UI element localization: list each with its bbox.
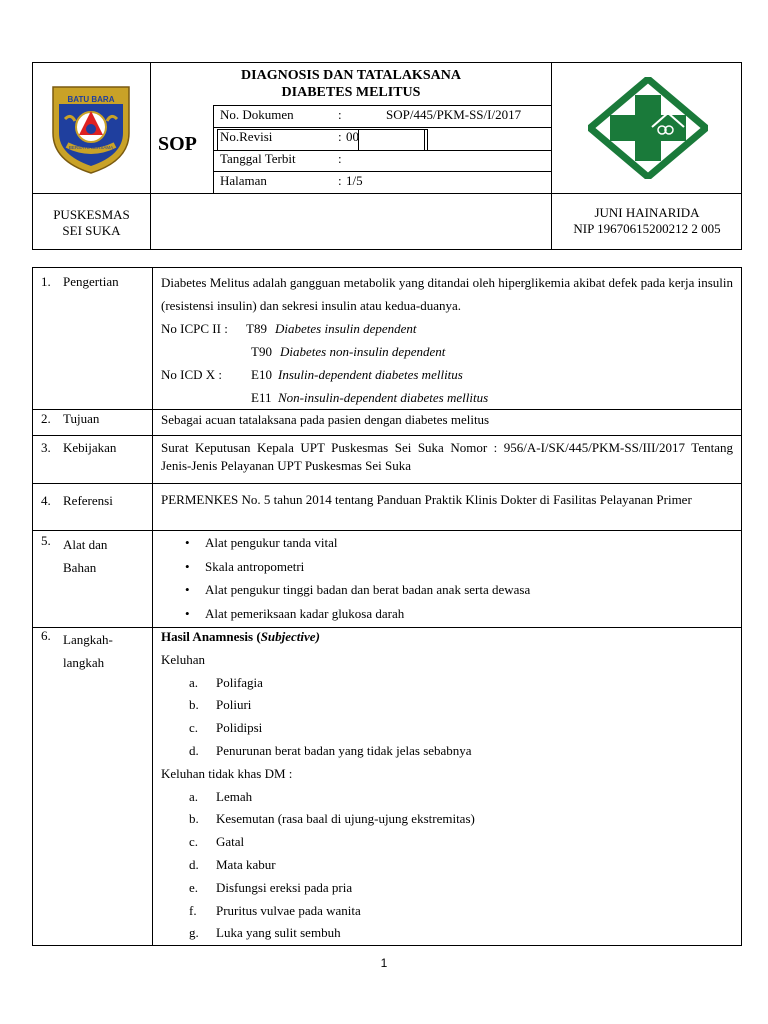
tidak-khas-item [161,854,733,877]
sop-label: SOP [158,133,197,155]
row-label-kebijakan: Kebijakan [63,440,117,455]
label-line: Alat dan [63,537,108,552]
icd-code: E10 [251,367,272,382]
doc-field-no-dokumen-value: SOP/445/PKM-SS/I/2017 [386,107,522,122]
icd-line [161,363,733,386]
icd-desc: Non-insulin-dependent diabetes mellitus [278,390,489,405]
row-number: 5. [41,533,51,548]
heading-italic: Subjective) [260,629,320,644]
icpc-line [161,340,733,363]
doc-field-sep: : [338,173,342,188]
alat-item: • Alat pengukur tanda vital [205,531,733,555]
referensi-text: PERMENKES No. 5 tahun 2014 tentang Panduan Praktik Klinis Dokter di Fasilitas Pelayanan Primer [161,492,692,507]
label-line: Bahan [63,560,97,575]
alat-list [161,531,733,625]
svg-text:BATU BARA: BATU BARA [67,95,115,104]
svg-text:BERSATU BERSAMA: BERSATU BERSAMA [68,145,114,150]
item-text: Polidipsi [216,720,263,736]
doc-field-sep: : [338,129,342,144]
tidak-khas-item [161,900,733,923]
icpc-line [161,317,733,340]
row-divider [33,435,741,436]
pengertian-content [161,271,733,409]
header-divider [213,127,551,128]
icpc-label: No ICPC II : [161,321,228,336]
icd-code: E11 [251,390,272,405]
item-marker: g. [189,925,199,941]
icpc-desc: Diabetes insulin dependent [275,321,417,336]
row-number: 2. [41,411,51,426]
page-number: 1 [380,956,388,970]
item-marker: d. [189,856,199,872]
keluhan-item [161,717,733,740]
langkah-content [161,626,733,945]
item-text: Gatal [216,834,245,850]
item-marker: e. [189,879,199,895]
icpc-desc: Diabetes non-insulin dependent [280,344,446,359]
header-divider [213,105,551,106]
doc-field-tanggal-terbit: Tanggal Terbit [220,151,296,166]
item-marker: f. [189,902,197,918]
procedure-table [32,267,742,946]
doc-field-no-dokumen: No. Dokumen [220,107,294,122]
kebijakan-text: Surat Keputusan Kepala UPT Puskesmas Sei Suka Nomor : 956/A-I/SK/445/PKM-SS/III/2017 Tentang Jenis-Jenis Pelayanan UPT Puskesmas Sei Suka [161,440,733,473]
icd-line [161,386,733,409]
alat-item: • Alat pengukur tinggi badan dan berat badan anak serta dewasa [205,578,733,602]
column-divider [152,268,153,945]
row-label-alat [63,533,107,579]
puskesmas-logo [588,77,708,179]
item-text: Kesemutan (rasa baal di ujung-ujung ekstremitas) [216,811,475,827]
pengertian-paragraph: Diabetes Melitus adalah gangguan metabolik yang ditandai oleh hiperglikemia akibat defek pada kerja insulin (resistensi insulin) dan sekresi insulin atau kedua-duanya. [161,275,733,313]
row-number: 1. [41,274,51,289]
icd-label: No ICD X : [161,367,223,382]
keluhan-item [161,672,733,695]
item-marker: c. [189,834,199,850]
icd-desc: Insulin-dependent diabetes mellitus [278,367,463,382]
batu-bara-emblem [45,83,137,175]
item-text: Mata kabur [216,856,276,872]
org-line-1: PUSKESMAS [53,207,130,222]
organization-name [33,207,150,239]
doc-field-no-revisi-value: 00 [346,129,359,144]
item-marker: c. [189,720,199,736]
item-text: Pruritus vulvae pada wanita [216,902,361,918]
item-marker: b. [189,697,199,713]
row-divider [33,483,741,484]
tidak-khas-item [161,922,733,945]
icpc-code: T89 [246,321,267,336]
row-label-tujuan: Tujuan [63,411,100,426]
heading-text: Hasil Anamnesis ( [161,629,261,644]
tidak-khas-item [161,786,733,809]
row-number: 3. [41,440,51,455]
alat-item: • Skala antropometri [205,555,733,579]
item-text: Polifagia [216,674,263,690]
doc-field-sep: : [338,107,342,122]
item-marker: b. [189,811,199,827]
alat-item: • Alat pemeriksaan kadar glukosa darah [205,602,733,626]
item-text: Luka yang sulit sembuh [216,925,341,941]
item-marker: a. [189,674,199,690]
label-line: langkah [63,655,105,670]
doc-field-sep: : [338,151,342,166]
tidak-khas-item [161,877,733,900]
doc-field-no-revisi: No.Revisi [220,129,273,144]
header-divider [33,193,741,194]
title-line-2: DIABETES MELITUS [281,85,421,100]
tidak-khas-item [161,831,733,854]
row-number: 4. [41,493,51,508]
tujuan-text: Sebagai acuan tatalaksana pada pasien dengan diabetes melitus [161,412,490,427]
keluhan-item [161,694,733,717]
item-text: Lemah [216,788,253,804]
icpc-code: T90 [251,344,272,359]
title-line-1: DIAGNOSIS DAN TATALAKSANA [241,68,461,83]
doc-field-halaman: Halaman [220,173,267,188]
item-marker: a. [189,788,199,804]
tidak-khas-item [161,808,733,831]
item-marker: d. [189,742,199,758]
doc-field-halaman-value: 1/5 [346,173,363,188]
row-number: 6. [41,628,51,643]
anamnesis-heading [161,626,733,649]
item-text: Poliuri [216,697,252,713]
signer-name: JUNI HAINARIDA [594,205,700,220]
keluhan-item [161,740,733,763]
label-line: Langkah- [63,632,113,647]
header-divider [213,105,214,193]
signer-block [552,205,742,237]
org-line-2: SEI SUKA [62,223,121,238]
item-text: Penurunan berat badan yang tidak jelas sebabnya [216,742,472,758]
keluhan-title: Keluhan [161,651,206,667]
document-header [32,62,742,250]
header-divider [213,171,551,172]
keluhan-tidak-khas-title: Keluhan tidak khas DM : [161,765,293,781]
document-title [151,67,551,101]
row-label-referensi: Referensi [63,493,113,508]
row-label-pengertian: Pengertian [63,274,119,289]
row-label-langkah [63,628,113,674]
signer-nip: NIP 19670615200212 2 005 [573,221,721,236]
revisi-value-box [358,129,428,151]
item-text: Disfungsi ereksi pada pria [216,879,353,895]
